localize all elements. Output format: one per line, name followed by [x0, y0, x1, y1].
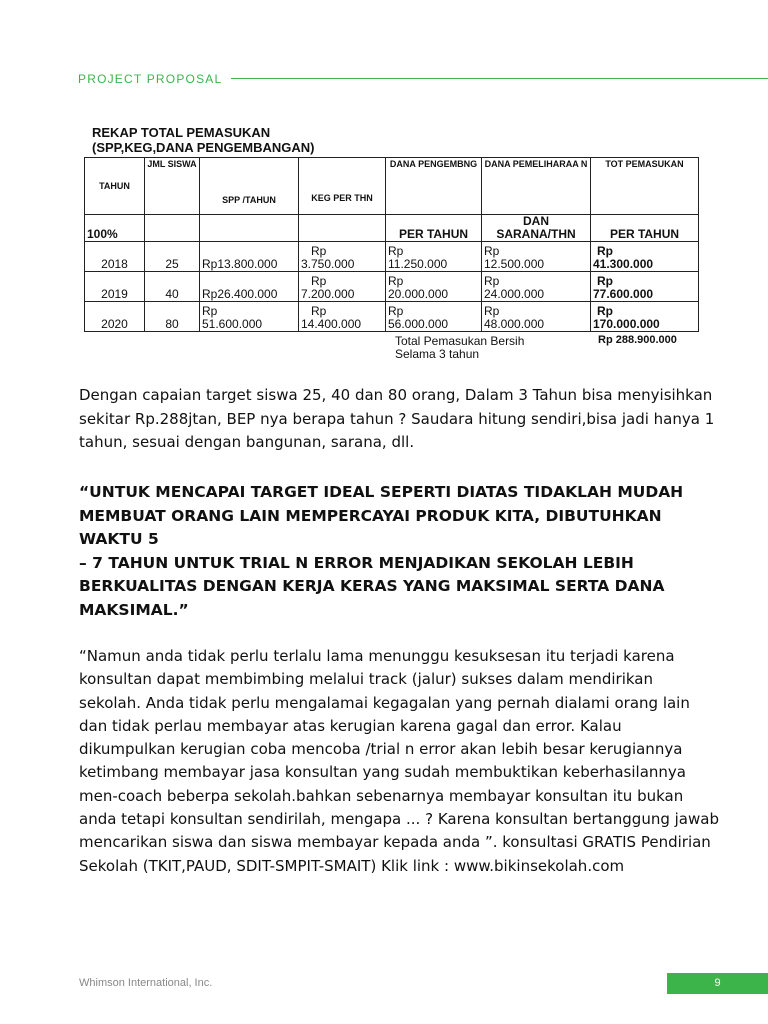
quote-line2: – 7 TAHUN UNTUK TRIAL N ERROR MENJADIKAN SEKOLAH LEBIH BERKUALITAS DENGAN KERJA KERAS YANG MAKSIMAL SERTA DANA MAKSIMAL.”: [79, 553, 665, 619]
rp-label: Rp: [311, 274, 327, 288]
rekap-title-line1: REKAP TOTAL PEMASUKAN: [92, 125, 271, 140]
quote-line1: “UNTUK MENCAPAI TARGET IDEAL SEPERTI DIATAS TIDAKLAH MUDAH MEMBUAT ORANG LAIN MEMPERCAYAI PRODUK KITA, DIBUTUHKAN WAKTU 5: [79, 483, 684, 548]
table-row: [85, 272, 699, 302]
cell-spp: [200, 302, 299, 332]
subheader-dan-sarana: DAN SARANA/THN: [482, 215, 591, 242]
col-header-dana-pemeliharaan: DANA PEMELIHARAA N: [482, 158, 591, 215]
cell-tot-pemasukan: [591, 302, 699, 332]
value: 41.300.000: [593, 257, 654, 271]
cell-keg: [299, 242, 386, 272]
cell-keg: [299, 302, 386, 332]
rp-label: Rp: [311, 244, 327, 258]
col-header-keg: KEG PER THN: [299, 158, 386, 215]
header-title: PROJECT PROPOSAL: [78, 72, 223, 86]
rp-label: Rp: [388, 244, 404, 258]
value: 77.600.000: [593, 287, 654, 301]
value: 24.000.000: [484, 287, 545, 301]
page-header: [78, 72, 768, 88]
page-number: 9: [667, 973, 768, 994]
subheader-percent: 100%: [85, 215, 145, 242]
rp-label: Rp: [484, 244, 500, 258]
cell-keg: [299, 272, 386, 302]
table-row: [85, 242, 699, 272]
value: 48.000.000: [484, 317, 545, 331]
paragraph-konsultan: “Namun anda tidak perlu terlalu lama menunggu kesuksesan itu terjadi karena konsultan dapat membimbing melalui track (jalur) sukses dalam mendirikan sekolah. Anda tidak perlu mengalamai kegagalan yang pernah dialami orang lain dan tidak perlau membayar atas kerugian karena gagal dan error. Kalau dikumpulkan kerugian coba mencoba /trial n error akan lebih besar kerugiannya ketimbang membayar jasa konsultan yang sudah membuktikan keberhasilannya men-coach beberpa sekolah.bahkan sebenarnya membayar konsultan itu bukan anda tetapi konsultan sendirilah, mengapa ... ? Karena konsultan bertanggung jawab mencarikan siswa dan siswa membayar kepada anda ”. konsultasi GRATIS Pendirian Sekolah (TKIT,PAUD, SDIT-SMPIT-SMAIT) Klik link : www.bikinsekolah.com: [79, 647, 719, 875]
paragraph-bep: Dengan capaian target siswa 25, 40 dan 80 orang, Dalam 3 Tahun bisa menyisihkan sekitar Rp.288jtan, BEP nya berapa tahun ? Saudara hitung sendiri,bisa jadi hanya 1 tahun, sesuai dengan bangunan, sarana, dll.: [79, 386, 715, 451]
quote-block: [79, 481, 729, 622]
value: 56.000.000: [388, 317, 449, 331]
subheader-per-tahun: PER TAHUN: [386, 215, 482, 242]
value: 12.500.000: [484, 257, 545, 271]
cell-year: 2019: [85, 272, 145, 302]
subheader-empty: [145, 215, 200, 242]
cell-siswa: 80: [145, 302, 200, 332]
rp-label: Rp: [388, 304, 404, 318]
rekap-title: [92, 125, 314, 155]
subheader-empty: [299, 215, 386, 242]
cell-siswa: 40: [145, 272, 200, 302]
rp-label: Rp: [597, 274, 613, 288]
total-value: Rp 288.900.000: [598, 334, 677, 346]
col-header-jml-siswa: JML SISWA: [145, 158, 200, 215]
value: 11.250.000: [388, 257, 448, 271]
rp-label: Rp: [597, 244, 613, 258]
value: 14.400.000: [301, 317, 362, 331]
cell-year: 2020: [85, 302, 145, 332]
rp-label: Rp: [484, 304, 500, 318]
footer-company: Whimson International, Inc.: [79, 977, 213, 989]
total-label-line2: Selama 3 tahun: [395, 347, 480, 361]
cell-dana-pengembangan: [386, 272, 482, 302]
table-header-row: [85, 158, 699, 215]
total-label: [395, 335, 524, 361]
col-header-spp: SPP /TAHUN: [200, 158, 299, 215]
total-label-line1: Total Pemasukan Bersih: [395, 334, 525, 348]
cell-spp: Rp26.400.000: [200, 272, 299, 302]
cell-dana-pemeliharaan: [482, 272, 591, 302]
rekap-table: [84, 157, 699, 332]
header-divider: [231, 78, 768, 79]
value: 51.600.000: [202, 317, 263, 331]
subheader-empty: [200, 215, 299, 242]
rp-label: Rp: [484, 274, 500, 288]
cell-dana-pemeliharaan: [482, 302, 591, 332]
cell-year: 2018: [85, 242, 145, 272]
rekap-title-line2: (SPP,KEG,DANA PENGEMBANGAN): [92, 140, 315, 155]
rp-label: Rp: [202, 304, 218, 318]
cell-dana-pengembangan: [386, 302, 482, 332]
cell-tot-pemasukan: [591, 242, 699, 272]
table-row: [85, 302, 699, 332]
col-header-tot-pemasukan: TOT PEMASUKAN: [591, 158, 699, 215]
rp-label: Rp: [388, 274, 404, 288]
cell-spp: Rp13.800.000: [200, 242, 299, 272]
value: 170.000.000: [593, 317, 660, 331]
cell-siswa: 25: [145, 242, 200, 272]
col-header-tahun: TAHUN: [85, 158, 145, 215]
value: 7.200.000: [301, 287, 355, 301]
cell-dana-pemeliharaan: [482, 242, 591, 272]
col-header-dana-pengembangan: DANA PENGEMBNG: [386, 158, 482, 215]
rp-label: Rp: [311, 304, 327, 318]
table-subheader-row: [85, 215, 699, 242]
rp-label: Rp: [597, 304, 613, 318]
cell-tot-pemasukan: [591, 272, 699, 302]
subheader-per-tahun: PER TAHUN: [591, 215, 699, 242]
value: 20.000.000: [388, 287, 449, 301]
cell-dana-pengembangan: [386, 242, 482, 272]
value: 3.750.000: [301, 257, 355, 271]
